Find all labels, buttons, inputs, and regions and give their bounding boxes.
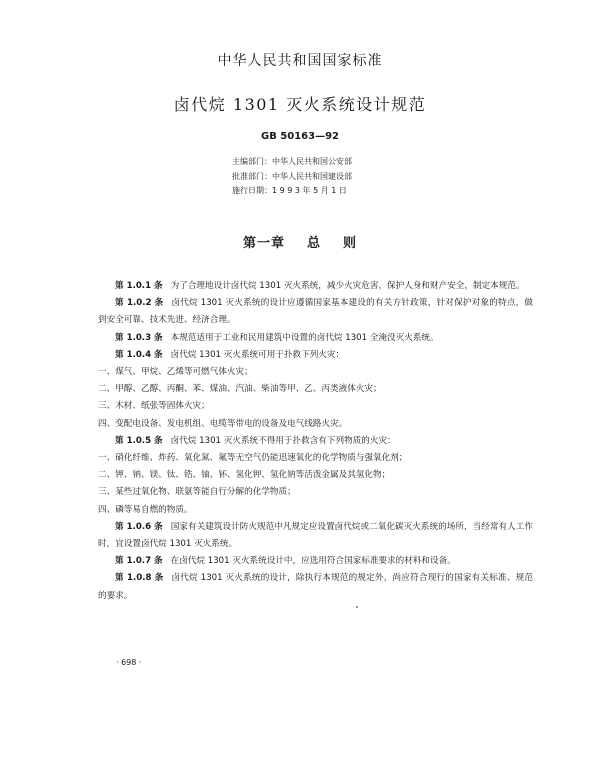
list-item: 一、硝化纤维、炸药、氧化氮、氟等无空气仍能迅速氧化的化学物质与强氧化剂； bbox=[98, 453, 408, 464]
page-number: · 698 · bbox=[116, 658, 142, 667]
chapter-heading: 第一章 总 则 bbox=[242, 236, 358, 251]
list-item: 二、甲醇、乙醇、丙酮、苯、煤油、汽油、柴油等甲、乙、丙类液体火灾； bbox=[98, 384, 382, 395]
standard-number: GB 50163—92 bbox=[260, 131, 340, 142]
list-item: 一、煤气、甲烷、乙烯等可燃气体火灾； bbox=[98, 367, 253, 378]
list-item: 四、变配电设备、发电机组、电缆等带电的设备及电气线路火灾。 bbox=[98, 418, 348, 429]
document-title: 卤代烷 1301 灭火系统设计规范 bbox=[173, 95, 427, 114]
article-1-0-1: 第 1.0.1 条 为了合理地设计卤代烷 1301 灭火系统，减少火灾危害，保护人身和财产安全，制定本规范。 bbox=[115, 281, 525, 291]
meta-effective-date: 施行日期：1 9 9 3 年 5 月 1 日 bbox=[232, 186, 347, 195]
article-1-0-4: 第 1.0.4 条 卤代烷 1301 灭火系统可用于扑救下列火灾： bbox=[115, 349, 345, 360]
meta-approver: 批准部门：中华人民共和国建设部 bbox=[232, 171, 352, 181]
meta-editor: 主编部门：中华人民共和国公安部 bbox=[232, 157, 352, 166]
list-item: 三、某些过氧化物、联氨等能自行分解的化学物质； bbox=[98, 487, 296, 498]
article-1-0-8: 第 1.0.8 条 卤代烷 1301 灭火系统的设计，除执行本规范的规定外，尚应符合现行的国家有关标准、规范的要求。 bbox=[98, 573, 534, 601]
standard-heading: 中华人民共和国国家标准 bbox=[217, 53, 383, 69]
metadata-block bbox=[232, 155, 352, 199]
list-item: 二、钾、钠、镁、钛、锆、铀、钚、氢化钾、氢化钠等活泼金属及其氢化物； bbox=[98, 470, 391, 481]
article-1-0-3: 第 1.0.3 条 本规范适用于工业和民用建筑中设置的卤代烷 1301 全淹没灭火系统。 bbox=[115, 332, 439, 343]
article-1-0-6: 第 1.0.6 条 国家有关建筑设计防火规范中凡规定应设置卤代烷或二氧化碳灭火系统的场所，当经常有人工作时，宜设置卤代烷 1301 灭火系统。 bbox=[98, 521, 533, 550]
article-1-0-5: 第 1.0.5 条 卤代烷 1301 灭火系统不得用于扑救含有下列物质的火灾： bbox=[115, 435, 396, 446]
scan-speck bbox=[356, 606, 358, 608]
body-text bbox=[98, 278, 533, 605]
article-1-0-2: 第 1.0.2 条 卤代烷 1301 灭火系统的设计应遵循国家基本建设的有关方针政策，针对保护对象的特点，做到安全可靠、技术先进、经济合理。 bbox=[98, 298, 534, 326]
list-item: 三、木材、纸张等固体火灾； bbox=[98, 401, 210, 412]
list-item: 四、磷等易自燃的物质。 bbox=[98, 504, 193, 515]
article-1-0-7: 第 1.0.7 条 在卤代烷 1301 灭火系统设计中，应选用符合国家标准要求的材料和设备。 bbox=[115, 556, 456, 567]
